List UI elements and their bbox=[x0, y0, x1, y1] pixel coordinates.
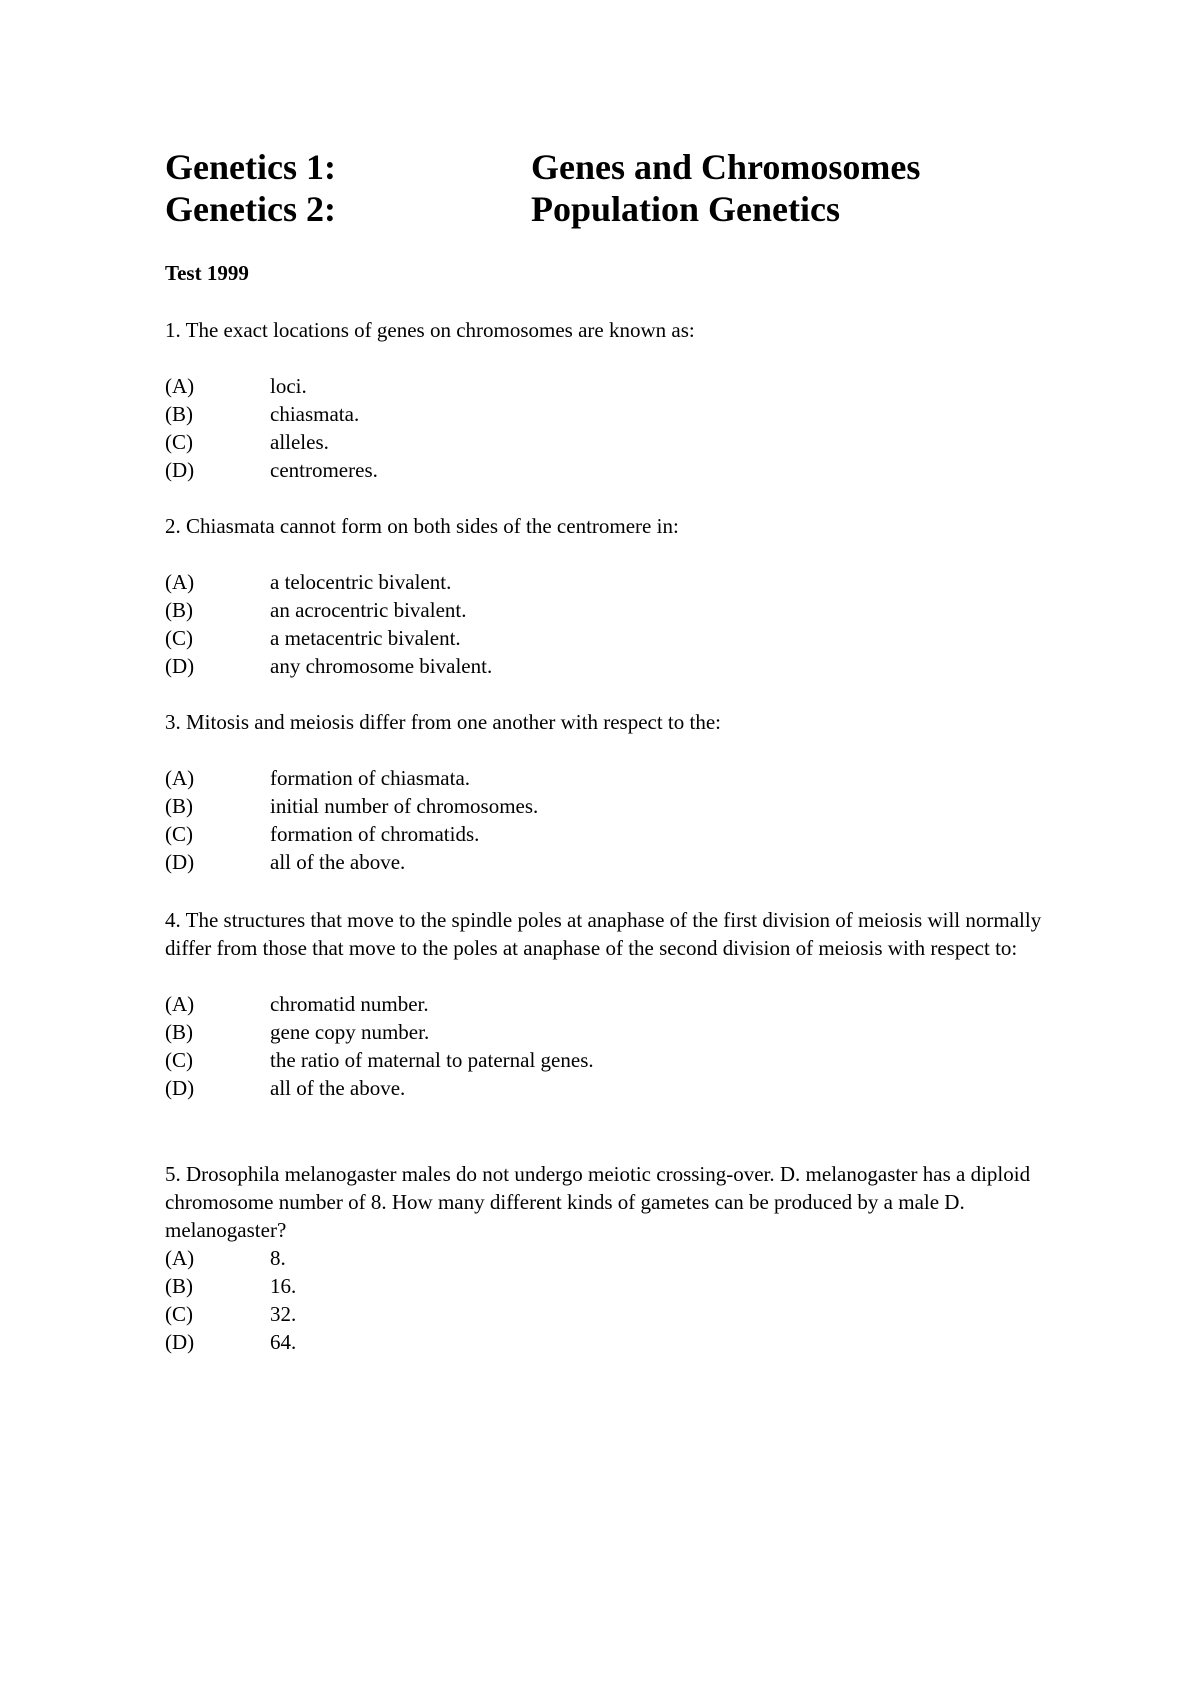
option-text: all of the above. bbox=[270, 850, 406, 874]
question-text: 4. The structures that move to the spindle poles at anaphase of the first division of meiosis will normally differ from those that move to the poles at anaphase of the second division of meiosis with respect to: bbox=[165, 908, 1042, 960]
option-letter: (D) bbox=[165, 1330, 195, 1354]
option-a bbox=[165, 568, 1045, 596]
option-text: formation of chiasmata. bbox=[270, 766, 471, 790]
option-list bbox=[165, 990, 1045, 1102]
option-text: chromatid number. bbox=[270, 992, 429, 1016]
title-row-genetics-2 bbox=[165, 187, 1065, 231]
course-subtitle: Genes and Chromosomes bbox=[531, 147, 921, 187]
option-list bbox=[165, 1244, 1045, 1356]
option-c bbox=[165, 428, 1045, 456]
option-letter: (B) bbox=[165, 402, 193, 426]
option-text: loci. bbox=[270, 374, 307, 398]
option-letter: (D) bbox=[165, 850, 195, 874]
option-letter: (C) bbox=[165, 1048, 193, 1072]
option-text: 8. bbox=[270, 1246, 286, 1270]
question-text: 1. The exact locations of genes on chromosomes are known as: bbox=[165, 318, 695, 342]
option-a bbox=[165, 990, 1045, 1018]
option-text: any chromosome bivalent. bbox=[270, 654, 493, 678]
option-d bbox=[165, 652, 1045, 680]
question-4 bbox=[165, 906, 1045, 1102]
question-5 bbox=[165, 1160, 1045, 1356]
option-list bbox=[165, 568, 1045, 680]
option-text: 16. bbox=[270, 1274, 297, 1298]
option-d bbox=[165, 848, 1045, 876]
option-letter: (D) bbox=[165, 458, 195, 482]
option-letter: (B) bbox=[165, 1020, 193, 1044]
option-d bbox=[165, 1328, 1045, 1356]
option-letter: (D) bbox=[165, 654, 195, 678]
option-text: chiasmata. bbox=[270, 402, 360, 426]
option-letter: (C) bbox=[165, 822, 193, 846]
title-row-genetics-1 bbox=[165, 145, 1065, 189]
option-a bbox=[165, 372, 1045, 400]
option-a bbox=[165, 1244, 1045, 1272]
option-text: initial number of chromosomes. bbox=[270, 794, 539, 818]
option-text: all of the above. bbox=[270, 1076, 406, 1100]
option-letter: (C) bbox=[165, 626, 193, 650]
option-list bbox=[165, 372, 1045, 484]
option-c bbox=[165, 1300, 1045, 1328]
question-text: 5. Drosophila melanogaster males do not undergo meiotic crossing-over. D. melanogaster has a diploid chromosome number of 8. How many different kinds of gametes can be produced by a male D. melanogaster? bbox=[165, 1162, 1031, 1242]
option-b bbox=[165, 1018, 1045, 1046]
option-letter: (A) bbox=[165, 570, 195, 594]
option-a bbox=[165, 764, 1045, 792]
option-text: centromeres. bbox=[270, 458, 378, 482]
question-text: 2. Chiasmata cannot form on both sides of the centromere in: bbox=[165, 514, 679, 538]
option-letter: (B) bbox=[165, 794, 193, 818]
option-text: an acrocentric bivalent. bbox=[270, 598, 467, 622]
option-letter: (B) bbox=[165, 598, 193, 622]
option-text: a telocentric bivalent. bbox=[270, 570, 452, 594]
option-text: 32. bbox=[270, 1302, 297, 1326]
option-letter: (A) bbox=[165, 1246, 195, 1270]
option-c bbox=[165, 624, 1045, 652]
option-list bbox=[165, 764, 1045, 876]
option-letter: (A) bbox=[165, 992, 195, 1016]
option-c bbox=[165, 1046, 1045, 1074]
option-letter: (A) bbox=[165, 766, 195, 790]
question-2 bbox=[165, 512, 1045, 680]
option-text: alleles. bbox=[270, 430, 329, 454]
option-letter: (C) bbox=[165, 430, 193, 454]
option-b bbox=[165, 596, 1045, 624]
course-title: Genetics 1: bbox=[165, 147, 336, 187]
option-b bbox=[165, 792, 1045, 820]
option-text: a metacentric bivalent. bbox=[270, 626, 461, 650]
option-letter: (B) bbox=[165, 1274, 193, 1298]
option-d bbox=[165, 1074, 1045, 1102]
option-text: the ratio of maternal to paternal genes. bbox=[270, 1048, 594, 1072]
course-title: Genetics 2: bbox=[165, 189, 336, 229]
course-subtitle: Population Genetics bbox=[531, 189, 841, 229]
option-letter: (D) bbox=[165, 1076, 195, 1100]
option-c bbox=[165, 820, 1045, 848]
question-text: 3. Mitosis and meiosis differ from one another with respect to the: bbox=[165, 710, 721, 734]
option-letter: (A) bbox=[165, 374, 195, 398]
option-text: gene copy number. bbox=[270, 1020, 430, 1044]
option-b bbox=[165, 400, 1045, 428]
question-3 bbox=[165, 708, 1045, 876]
option-text: 64. bbox=[270, 1330, 297, 1354]
option-b bbox=[165, 1272, 1045, 1300]
option-d bbox=[165, 456, 1045, 484]
test-label: Test 1999 bbox=[165, 261, 249, 285]
option-text: formation of chromatids. bbox=[270, 822, 480, 846]
option-letter: (C) bbox=[165, 1302, 193, 1326]
question-1 bbox=[165, 316, 1045, 484]
